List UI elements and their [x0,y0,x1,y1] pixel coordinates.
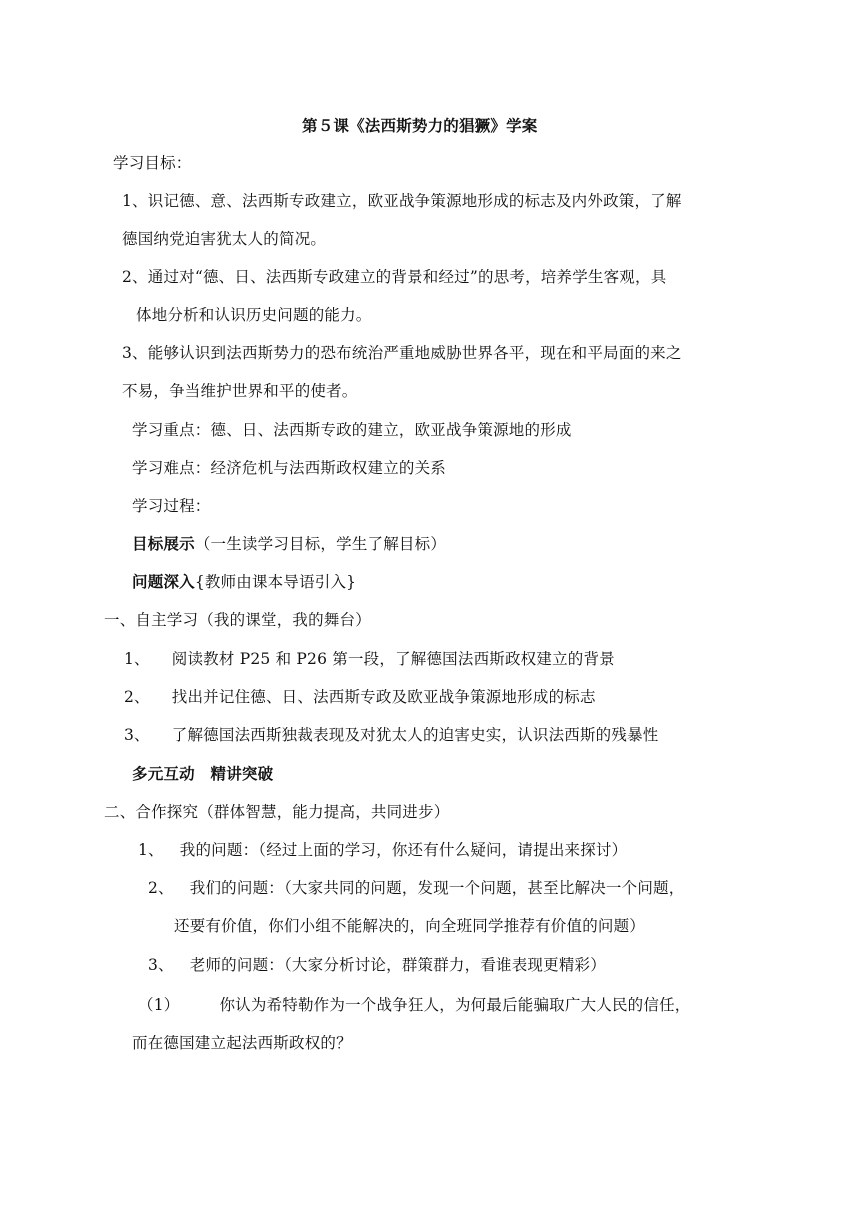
item-text: 老师的问题：（大家分析讨论，群策群力，看谁表现更精彩） [189,956,606,974]
item-number: 3、 [148,956,174,974]
objective-2-line-1: 2、通过对“德、日、法西斯专政建立的背景和经过”的思考，培养学生客观，具 [122,268,667,286]
section-1-item-3 [124,725,658,745]
section-1-heading: 一、自主学习（我的课堂，我的舞台） [104,611,371,629]
question-text: 你认为希特勒作为一个战争狂人，为何最后能骗取广大人民的信任， [219,996,691,1014]
deep-dive [132,572,356,592]
document-title: 第５课《法西斯势力的猖獗》学案 [302,117,538,135]
deep-dive-text: {教师由课本导语引入} [194,573,357,591]
objective-1-line-2: 德国纳党迫害犹太人的简况。 [122,230,327,248]
objective-1-line-1: 1、识记德、意、法西斯专政建立，欧亚战争策源地形成的标志及内外政策，了解 [122,192,682,210]
section-2-item-3 [148,955,606,975]
section-1-item-2 [124,687,596,707]
objective-3-line-2: 不易，争当维护世界和平的使者。 [122,382,358,400]
section-2-item-2 [148,878,684,898]
section-1-item-1 [124,649,615,669]
objectives-heading: 学习目标： [113,154,192,172]
question-1-line-1 [138,995,690,1015]
objective-2-line-2: 体地分析和认识历史问题的能力。 [136,306,372,324]
key-points: 学习重点：德、日、法西斯专政的建立，欧亚战争策源地的形成 [132,421,572,439]
item-number: 2、 [124,688,150,706]
section-2-item-1 [138,840,627,860]
section-2-heading: 二、合作探究（群体智慧，能力提高，共同进步） [104,803,450,821]
item-text: 了解德国法西斯独裁表现及对犹太人的迫害史实，认识法西斯的残暴性 [171,726,659,744]
goal-display-text: （一生读学习目标，学生了解目标） [194,535,447,553]
item-text: 阅读教材 P25 和 P26 第一段，了解德国法西斯政权建立的背景 [171,650,615,668]
goal-display [132,534,446,554]
item-number: 1、 [124,650,150,668]
question-1-line-2: 而在德国建立起法西斯政权的？ [132,1034,352,1052]
item-text: 找出并记住德、日、法西斯专政及欧亚战争策源地形成的标志 [171,688,596,706]
item-number: 3、 [124,726,150,744]
item-number: 2、 [148,879,174,897]
objective-3-line-1: 3、能够认识到法西斯势力的恐布统治严重地威胁世界各平，现在和平局面的来之 [122,344,682,362]
question-number: （1） [138,996,180,1014]
item-text: 我们的问题：（大家共同的问题，发现一个问题，甚至比解决一个问题， [189,879,685,897]
difficulties: 学习难点：经济危机与法西斯政权建立的关系 [132,459,447,477]
item-number: 1、 [138,841,164,859]
interaction-heading: 多元互动 精讲突破 [132,765,274,783]
goal-display-label: 目标展示 [132,535,195,553]
section-2-item-2-line-2: 还要有价值，你们小组不能解决的，向全班同学推荐有价值的问题） [174,917,646,935]
process-heading: 学习过程： [132,497,211,515]
item-text: 我的问题：（经过上面的学习，你还有什么疑问，请提出来探讨） [179,841,628,859]
deep-dive-label: 问题深入 [132,573,195,591]
